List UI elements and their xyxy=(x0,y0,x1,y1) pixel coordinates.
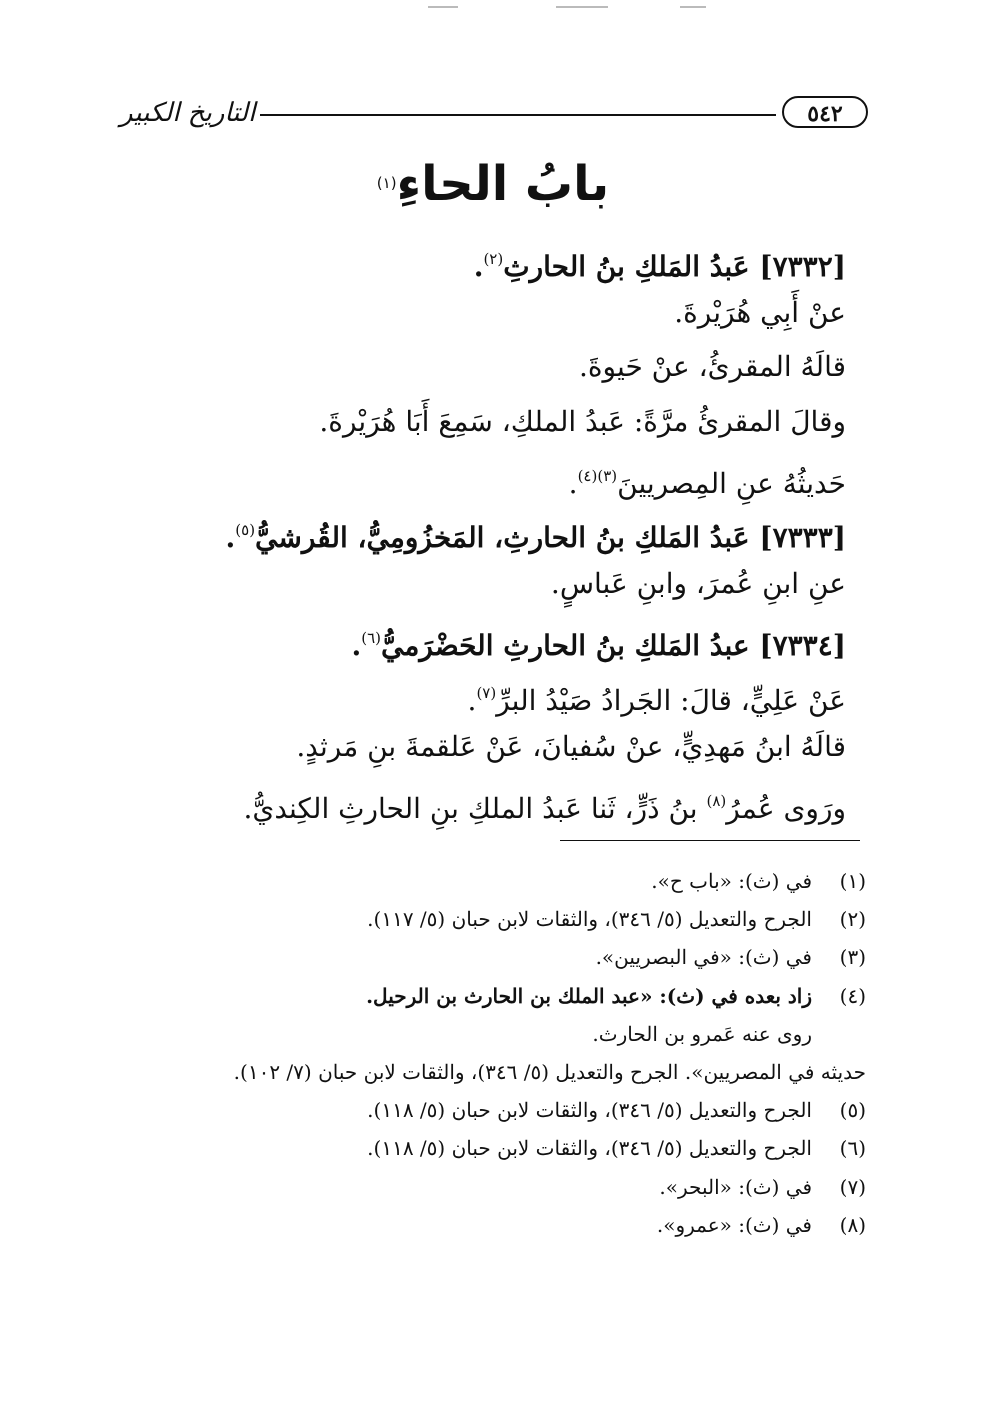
entry-heading xyxy=(146,232,846,286)
entry-line xyxy=(146,449,846,503)
footnote-marker: (٣)(٤) xyxy=(577,466,618,485)
entry-text: قالَهُ المقرئُ، عنْ حَيوةَ. xyxy=(578,350,846,384)
entry-text-end: بنُ ذَرٍّ، ثَنا عَبدُ الملكِ بنِ الحارثِ الكِنديُّ. xyxy=(243,791,707,825)
footnote-marker: (١) xyxy=(376,174,397,192)
entry-text-end: . xyxy=(473,250,484,283)
entry-line xyxy=(146,774,846,828)
footnote-number: (٥) xyxy=(839,1098,866,1123)
footnote-text: في (ث): «البحر». xyxy=(659,1174,812,1199)
footnote-text: الجرح والتعديل (٥/ ٣٤٦)، والثقات لابن حبان (٥/ ١١٨). xyxy=(367,1136,812,1161)
entry-line xyxy=(146,557,846,611)
footnote-text: في (ث): «باب ح». xyxy=(651,869,812,893)
header-rule xyxy=(260,114,776,116)
footnote-number: (٢) xyxy=(839,907,866,932)
entry-heading xyxy=(146,611,846,665)
scan-mark xyxy=(680,6,706,8)
footnotes-list xyxy=(146,862,866,1244)
footnote-number: (١) xyxy=(839,869,866,893)
entry-text: [٧٣٣٢] عَبدُ المَلكِ بنُ الحارثِ xyxy=(503,250,846,283)
footnote-number: (٦) xyxy=(839,1136,866,1161)
entry-text-end: . xyxy=(351,629,362,663)
footnote xyxy=(146,1129,866,1167)
entry-text: عنْ أَبِي هُرَيْرةَ. xyxy=(674,296,846,330)
footnote xyxy=(146,862,866,900)
footnote-marker: (٨) xyxy=(706,791,727,810)
chapter-title xyxy=(0,148,986,219)
footnote-text: في (ث): «في البصريين». xyxy=(595,945,812,970)
footnote-marker: (٦) xyxy=(361,629,382,648)
chapter-title-text: بابُ الحاءِ xyxy=(396,156,610,212)
footnote xyxy=(146,938,866,976)
footnote-text: الجرح والتعديل (٥/ ٣٤٦)، والثقات لابن حبان (٥/ ١١٨). xyxy=(367,1098,812,1123)
footnote xyxy=(146,977,866,1015)
entry-text: [٧٣٣٣] عَبدُ المَلكِ بنُ الحارثِ، المَخزُومِيُّ، القُرشيُّ xyxy=(255,520,846,554)
footnote xyxy=(146,1015,866,1053)
entry-line xyxy=(146,666,846,720)
footnote-number: (٧) xyxy=(839,1174,866,1199)
entry-text: [٧٣٣٤] عبدُ المَلكِ بنُ الحارثِ الحَضْرَميُّ xyxy=(381,629,846,663)
footnote-marker: (٧) xyxy=(476,683,497,702)
entry-text: وقالَ المقرئُ مرَّةً: عَبدُ الملكِ، سَمِعَ أَبَا هُرَيْرةَ. xyxy=(319,404,846,438)
footnote xyxy=(166,1053,866,1091)
footnote xyxy=(146,1091,866,1129)
entry-line xyxy=(146,395,846,449)
page-number-badge: ٥٤٢ xyxy=(782,96,868,128)
entry-line xyxy=(146,340,846,394)
footnote-marker: (٥) xyxy=(235,520,256,539)
entry-heading xyxy=(146,503,846,557)
footnote xyxy=(146,1206,866,1244)
footnote-text: في (ث): «عمرو». xyxy=(656,1212,812,1237)
footnote-marker: (٢) xyxy=(483,250,504,268)
running-header xyxy=(120,96,868,134)
entry-text: ورَوى عُمرُ xyxy=(726,791,846,825)
entry-text: قالَهُ ابنُ مَهدِيٍّ، عنْ سُفيانَ، عَنْ عَلقمةَ بنِ مَرثدٍ. xyxy=(296,729,846,763)
scan-mark xyxy=(428,6,458,8)
entries-list xyxy=(146,232,846,828)
footnote-text: روى عنه عَمرو بن الحارث. xyxy=(592,1021,812,1046)
footnote-number: (٣) xyxy=(839,945,866,970)
entry-text-end: . xyxy=(225,520,236,554)
entry-text-end: . xyxy=(568,466,578,500)
entry-line xyxy=(146,720,846,774)
footnote xyxy=(146,900,866,938)
footnote-text: حديثه في المصريين». الجرح والتعديل (٥/ ٣٤٦)، والثقات لابن حبان (٧/ ١٠٢). xyxy=(233,1059,866,1084)
footnote-text: الجرح والتعديل (٥/ ٣٤٦)، والثقات لابن حبان (٥/ ١١٧). xyxy=(367,907,812,932)
entry-text: عنِ ابنِ عُمرَ، وابنِ عَباسٍ. xyxy=(550,567,846,601)
footnote-number: (٤) xyxy=(839,983,866,1008)
footnote-text: زاد بعده في (ث): «عبد الملك بن الحارث بن الرحيل. xyxy=(366,983,812,1008)
entry-text: حَديثُهُ عنِ المِصريينَ xyxy=(617,466,846,500)
footnote-separator xyxy=(560,840,860,841)
footnote-number: (٨) xyxy=(839,1212,866,1237)
scan-mark xyxy=(556,6,608,8)
entry-text-end: . xyxy=(467,683,477,717)
entry-line xyxy=(146,286,846,340)
book-title: التاريخ الكبير xyxy=(120,98,256,128)
footnote xyxy=(146,1168,866,1206)
entry-text: عَنْ عَلِيٍّ، قالَ: الجَرادُ صَيْدُ البرِّ xyxy=(496,683,846,717)
